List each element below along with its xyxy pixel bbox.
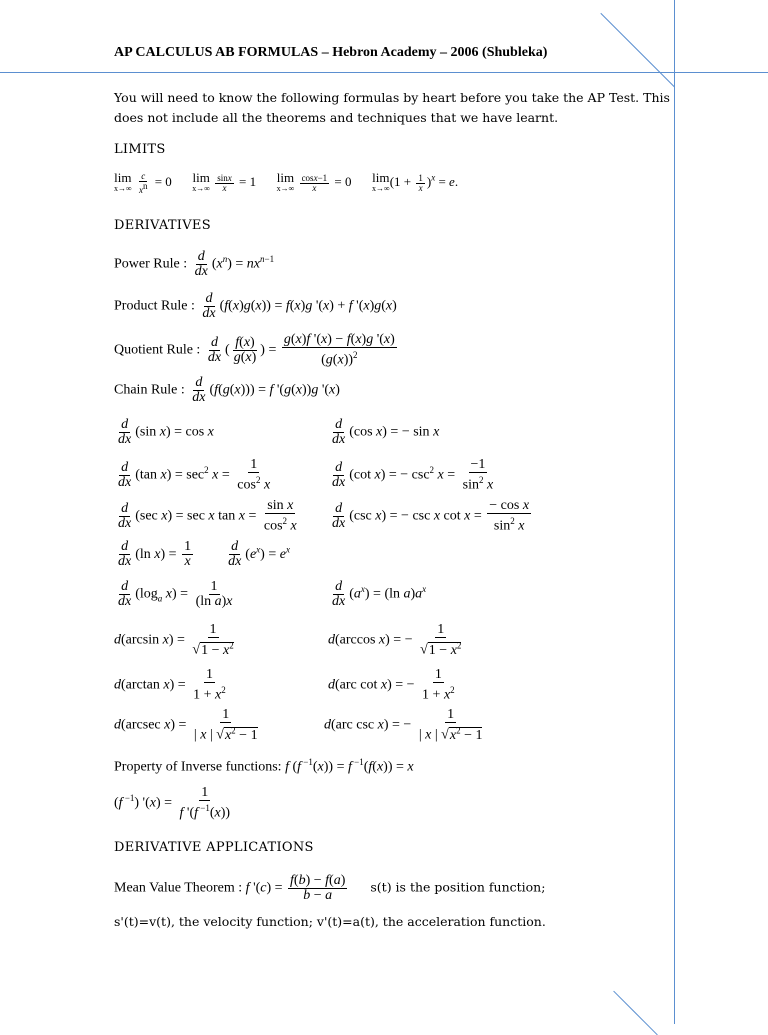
limit-subscript: x→∞	[371, 184, 390, 193]
derivative-arcsin: d(arcsin x) = $\frac{1}{√1 - x^2}$	[114, 622, 234, 658]
section-derivatives: DERIVATIVES	[114, 218, 211, 233]
product-rule: Product Rule : $\frac{d}{dx}$ (f(x)g(x)) = f(x)g '(x) + f '(x)g(x)	[114, 291, 397, 321]
mean-value-theorem: Mean Value Theorem : f '(c) = $\frac{f(b) - f(a)}{b - a}$ s(t) is the position function;	[114, 873, 546, 903]
derivative-ln-and-exp	[114, 540, 290, 569]
limit-sinx-over-x: lim x→∞ $\frac{\sin x}{x}$ = 1	[192, 170, 260, 194]
derivative-a-power-x: $\frac{d}{dx}$ $(a^x) = (\ln$ $a)a^x$	[332, 579, 427, 609]
inverse-derivative: (f $^{-1}$) '(x) = $\frac{1}{f '(f ^{-1}(x))}$	[114, 785, 231, 821]
page-margin-guide-right	[674, 0, 675, 1024]
mvt-label: Mean Value Theorem :	[114, 880, 243, 896]
section-limits: LIMITS	[114, 142, 166, 157]
derivative-log-a: $\frac{d}{dx}$ ($\log_a$ x) = $\frac{1}{\text{(ln a)x}}$	[118, 579, 233, 609]
intro-line-2: does not include all the theorems and techniques that we have learnt.	[114, 110, 559, 125]
derivative-cot: $\frac{d}{dx}$ (cot x) = − $\csc^2 x$ = $\frac{-1}{\sin^2 x}$	[332, 457, 494, 493]
limit-cosx-minus-1-over-x: lim x→∞ $\frac{\cos x-1}{x}$ = 0	[276, 170, 355, 194]
product-rule-label: Product Rule :	[114, 298, 195, 314]
limit-subscript: x→∞	[276, 184, 295, 193]
derivative-tan: $\frac{d}{dx}$ (tan $x) = \sec^2 x$ = $\frac{1}{\cos^2 x}$	[118, 457, 271, 493]
inverse-property-label: Property of Inverse functions:	[114, 759, 282, 775]
limit-e-definition: lim x→∞ (1 + $\frac{1}{x}$ )$^x$ = e.	[371, 170, 459, 194]
derivative-arccos: d(arccos x) = − $\frac{1}{√1 - x^2}$	[328, 622, 462, 658]
derivative-arccot: d(arc cot x) = − $\frac{1}{1 + x^2}$	[328, 667, 455, 703]
limit-subscript: x→∞	[192, 184, 210, 193]
derivative-arccsc: d(arc csc x) = − $\frac{1}{| x | √x^2 - 1}$	[324, 707, 483, 743]
power-rule-label: Power Rule :	[114, 256, 188, 272]
limits-row	[114, 172, 458, 195]
chain-rule-label: Chain Rule :	[114, 382, 185, 398]
page-corner-guide-bottom	[613, 991, 658, 1035]
derivative-exp: $\frac{d}{dx}$ $(e^x) = e^x$	[228, 539, 290, 569]
chain-rule: Chain Rule : $\frac{d}{dx}$ (f(g(x))) = f '(g(x))g '(x)	[114, 375, 340, 405]
power-rule: Power Rule : $\frac{d}{dx}$ $(x^n) = nx^{n-1}$	[114, 249, 275, 279]
page-corner-guide-top	[600, 13, 674, 87]
velocity-acceleration-line: s'(t)=v(t), the velocity function; v'(t)=a(t), the acceleration function.	[114, 914, 546, 929]
derivative-arcsec: d(arcsec x) = $\frac{1}{| x | √x^2 - 1}$	[114, 707, 258, 743]
section-derivative-applications: DERIVATIVE APPLICATIONS	[114, 840, 314, 855]
inverse-function-property: Property of Inverse functions: f (f $^{-1}$(x)) = f $^{-1}$(f(x)) = x	[114, 757, 414, 775]
intro-line-1: You will need to know the following formulas by heart before you take the AP Test. This	[114, 90, 670, 105]
quotient-rule: Quotient Rule : $\frac{d}{dx}$ ( $\frac{f(x)}{g(x)}$ ) = $\frac{g(x)f '(x) - f(x)g '(x)}{(g(x))^2}$	[114, 332, 395, 368]
derivative-sin: $\frac{d}{dx}$ (sin x) = cos x	[118, 417, 214, 447]
derivative-arctan: d(arctan x) = $\frac{1}{1 + x^2}$	[114, 667, 226, 703]
page-margin-guide-top	[0, 72, 768, 73]
derivative-cos: $\frac{d}{dx}$ (cos x) = − sin x	[332, 417, 440, 447]
document-title: AP CALCULUS AB FORMULAS – Hebron Academy – 2006 (Shubleka)	[114, 45, 548, 60]
position-function-note: s(t) is the position function;	[370, 879, 546, 895]
derivative-csc: $\frac{d}{dx}$ (csc x) = − csc x cot x = $\frac{\text{− cos x}}{\sin^2 x}$	[332, 498, 530, 534]
derivative-sec: $\frac{d}{dx}$ (sec x) = sec x tan x = $\frac{\text{sin x}}{\cos^2 x}$	[118, 498, 297, 534]
limit-c-over-x-power: lim x→∞ $\frac{c}{x^n}$ = 0	[114, 170, 176, 196]
derivative-ln: $\frac{d}{dx}$ (ln x) = $\frac{1}{x}$	[118, 539, 192, 569]
quotient-rule-label: Quotient Rule :	[114, 342, 201, 358]
limit-subscript: x→∞	[114, 184, 132, 193]
